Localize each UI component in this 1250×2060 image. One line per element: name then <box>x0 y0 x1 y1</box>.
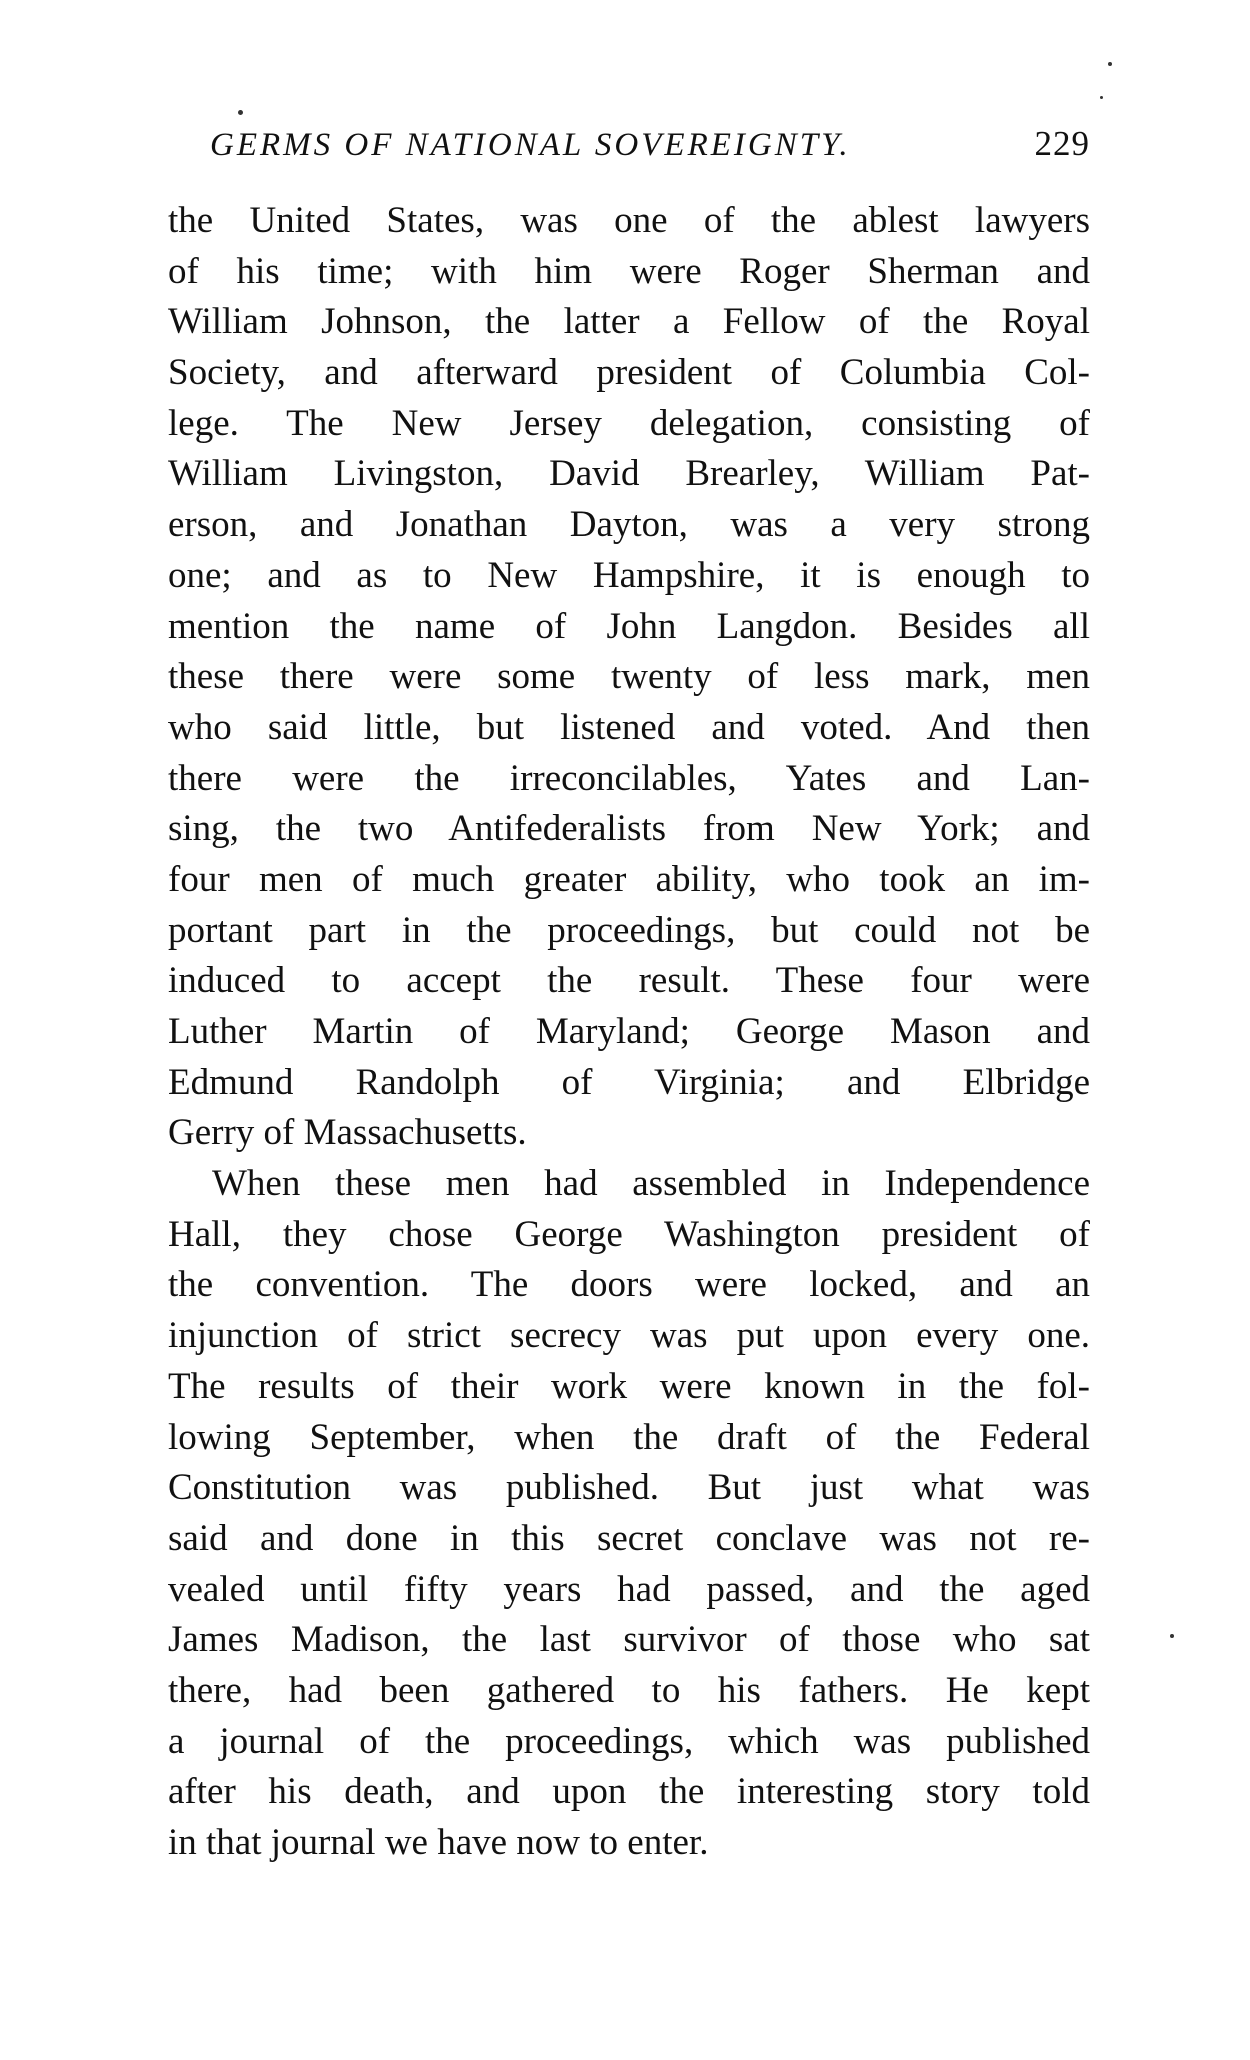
ink-speck <box>238 110 243 115</box>
text-line: said and done in this secret conclave was not re- <box>168 1517 1090 1559</box>
text-line: The results of their work were known in the fol- <box>168 1365 1090 1407</box>
text-line: in that journal we have now to enter. <box>168 1822 709 1863</box>
text-line: these there were some twenty of less mark, men <box>168 656 1090 698</box>
text-line: erson, and Jonathan Dayton, was a very strong <box>168 504 1090 546</box>
page-number: 229 <box>1034 124 1090 163</box>
text-line: Luther Martin of Maryland; George Mason and <box>168 1011 1090 1052</box>
ink-speck <box>1108 62 1112 66</box>
text-line: four men of much greater ability, who took an im- <box>168 858 1090 900</box>
text-line: When these men had assembled in Independence <box>212 1163 1090 1205</box>
text-line: the United States, was one of the ablest lawyers <box>168 200 1090 241</box>
text-line: the convention. The doors were locked, and an <box>168 1264 1090 1306</box>
text-line: one; and as to New Hampshire, it is enough to <box>168 554 1090 596</box>
text-line: portant part in the proceedings, but could not be <box>168 909 1090 951</box>
running-title: GERMS OF NATIONAL SOVEREIGNTY. <box>210 127 851 163</box>
text-line: induced to accept the result. These four were <box>168 960 1090 1002</box>
ink-speck <box>1170 1634 1174 1638</box>
text-line: after his death, and upon the interesting story told <box>168 1771 1090 1813</box>
text-line: William Johnson, the latter a Fellow of the Royal <box>168 301 1090 343</box>
text-line: lege. The New Jersey delegation, consisting of <box>168 402 1090 444</box>
text-line: vealed until fifty years had passed, and the aged <box>168 1568 1090 1610</box>
text-line: William Livingston, David Brearley, William Pat- <box>168 453 1090 495</box>
text-line: Hall, they chose George Washington president of <box>168 1213 1090 1255</box>
paragraph-2 <box>168 1159 1090 1869</box>
text-line: Edmund Randolph of Virginia; and Elbridge <box>168 1061 1090 1103</box>
text-line: of his time; with him were Roger Sherman and <box>168 250 1090 292</box>
text-line: mention the name of John Langdon. Besides all <box>168 605 1090 647</box>
text-line: Constitution was published. But just what was <box>168 1467 1090 1509</box>
text-line: there, had been gathered to his fathers. He kept <box>168 1669 1090 1711</box>
text-line: Gerry of Massachusetts. <box>168 1112 527 1154</box>
text-line: lowing September, when the draft of the Federal <box>168 1416 1090 1458</box>
body-text <box>168 196 1090 1869</box>
running-header <box>210 124 1090 168</box>
text-line: Society, and afterward president of Columbia Col- <box>168 352 1090 394</box>
ink-speck <box>1100 96 1103 99</box>
text-line: who said little, but listened and voted. And then <box>168 706 1090 748</box>
text-line: James Madison, the last survivor of those who sat <box>168 1619 1090 1661</box>
text-line: a journal of the proceedings, which was published <box>168 1720 1090 1762</box>
text-line: sing, the two Antifederalists from New York; and <box>168 808 1090 850</box>
paragraph-1 <box>168 196 1090 1159</box>
text-line: there were the irreconcilables, Yates and Lan- <box>168 757 1090 799</box>
text-line: injunction of strict secrecy was put upon every one. <box>168 1315 1090 1357</box>
